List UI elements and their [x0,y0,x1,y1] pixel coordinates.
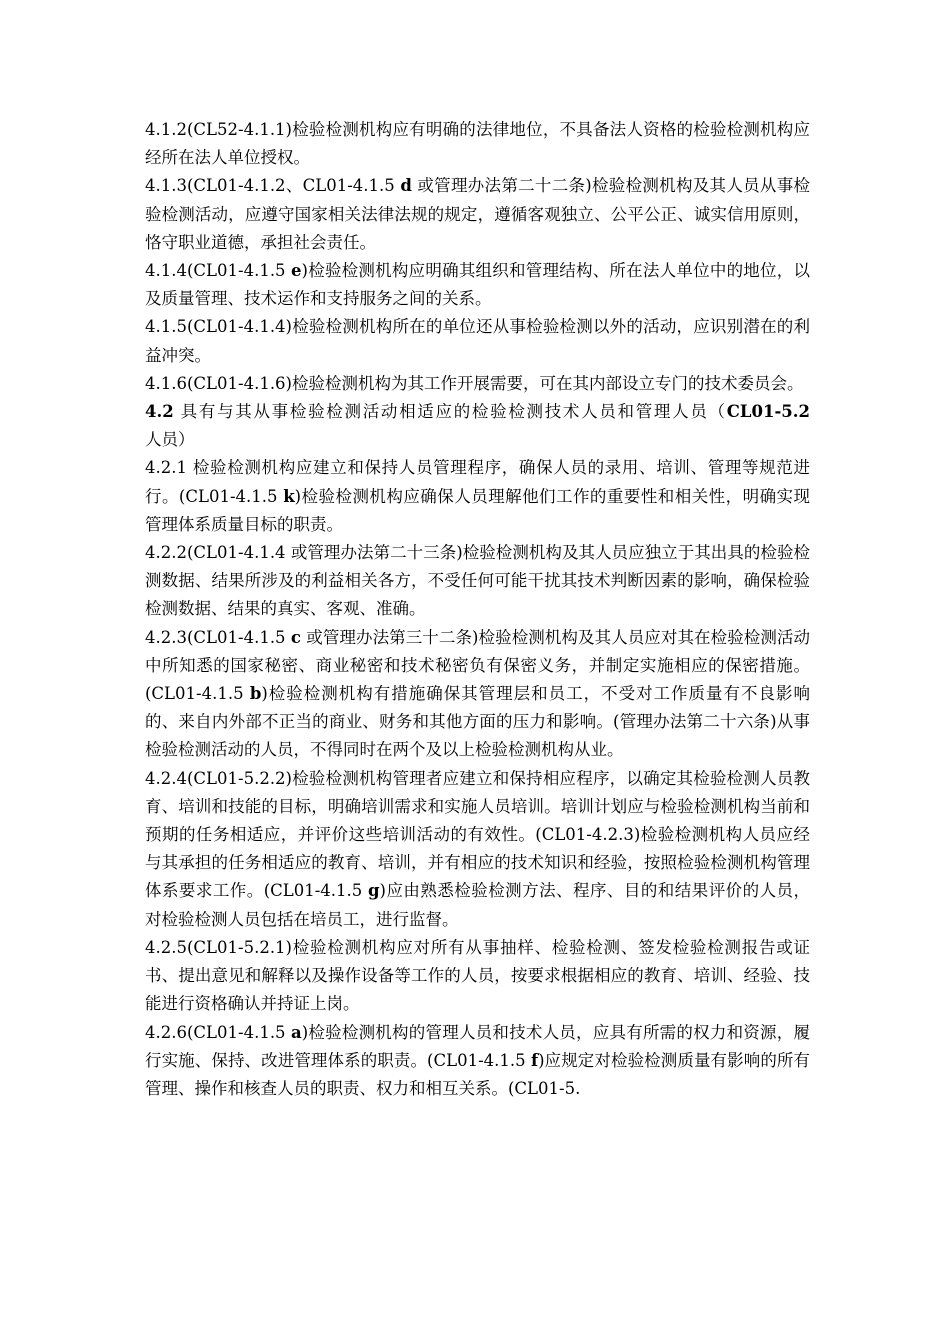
text-run: 4.2.6(CL01-4.1.5 [145,1022,292,1042]
text-run: 4.1.4(CL01-4.1.5 [145,261,292,281]
text-run: 4.1.6(CL01-4.1.6)检验检测机构为其工作开展需要，可在其内部设立专门的技术委员会。 [145,373,804,393]
text-run: )检验检测机构有措施确保其管理层和员工，不受对工作质量有不良影响的、来自内外部不正当的商业、财务和其他方面的压力和影响。(管理办法第二十六条)从事检验检测活动的人员，不得同时在两个及以上检验检测机构从业。 [145,684,810,760]
text-run: )检验检测机构的管理人员和技术人员，应具有所需的权力和资源，履行实施、保持、改进管理体系的职责。(CL01-4.1.5 [145,1022,810,1070]
bold-text-run: g [368,881,380,901]
paragraph [145,454,810,539]
paragraph [145,370,810,398]
text-run: 4.2.3(CL01-4.1.5 [145,627,291,647]
bold-text-run: b [249,684,262,704]
text-run: 4.2.1 检验检测机构应建立和保持人员管理程序，确保人员的录用、培训、管理等规范进行。(CL01-4.1.5 [145,458,810,506]
bold-text-run: a [291,1022,302,1042]
text-run: 4.2.2(CL01-4.1.4 或管理办法第二十三条)检验检测机构及其人员应独立于其出具的检验检测数据、结果所涉及的利益相关各方，不受任何可能干扰其技术判断因素的影响，确保检验检测数据、结果的真实、客观、准确。 [145,543,810,619]
bold-text-run: d [400,176,412,196]
bold-text-run: 4.2 [145,402,174,422]
paragraph [145,934,810,1019]
text-run: 或管理办法第三十二条)检验检测机构及其人员应对其在检验检测活动中所知悉的国家秘密、商业秘密和技术秘密负有保密义务，并制定实施相应的保密措施。(CL01-4.1.5 [145,627,810,704]
text-run: 4.1.2(CL52-4.1.1)检验检测机构应有明确的法律地位，不具备法人资格的检验检测机构应经所在法人单位授权。 [145,120,810,168]
paragraph [145,398,810,454]
text-run: 人员） [145,430,195,450]
bold-text-run: e [291,261,302,281]
document-body [145,116,810,1103]
text-run: 4.2.4(CL01-5.2.2)检验检测机构管理者应建立和保持相应程序，以确定其检验检测人员教育、培训和技能的目标，明确培训需求和实施人员培训。培训计划应与检验检测机构当前和预期的任务相适应，并评价这些培训活动的有效性。(CL01-4.2.3)检验检测机构人员应经与其承担的任务相适应的教育、培训，并有相应的技术知识和经验，按照检验检测机构管理体系要求工作。(CL01-4.1.5 [145,768,810,901]
paragraph [145,624,810,765]
bold-text-run: f [530,1050,539,1070]
bold-text-run: CL01-5.2 [726,402,810,422]
bold-text-run: k [283,486,295,506]
text-run: 具有与其从事检验检测活动相适应的检验检测技术人员和管理人员（ [173,402,727,422]
paragraph [145,539,810,624]
paragraph [145,765,810,934]
paragraph [145,116,810,172]
text-run: )检验检测机构应明确其组织和管理结构、所在法人单位中的地位，以及质量管理、技术运作和支持服务之间的关系。 [145,261,811,309]
text-run: )应规定对检验检测质量有影响的所有管理、操作和核查人员的职责、权力和相互关系。(CL01-5. [145,1050,811,1098]
paragraph [145,1019,810,1104]
text-run: 4.2.5(CL01-5.2.1)检验检测机构应对所有从事抽样、检验检测、签发检验检测报告或证书、提出意见和解释以及操作设备等工作的人员，按要求根据相应的教育、培训、经验、技能进行资格确认并持证上岗。 [145,937,810,1014]
bold-text-run: c [290,627,301,647]
paragraph [145,313,810,369]
paragraph [145,257,810,313]
text-run: 4.1.3(CL01-4.1.2、CL01-4.1.5 [145,176,401,196]
paragraph [145,172,810,257]
text-run: )检验检测机构应确保人员理解他们工作的重要性和相关性，明确实现管理体系质量目标的职责。 [145,486,810,534]
text-run: )应由熟悉检验检测方法、程序、目的和结果评价的人员，对检验检测人员包括在培员工，进行监督。 [145,881,810,929]
text-run: 或管理办法第二十二条)检验检测机构及其人员从事检验检测活动，应遵守国家相关法律法规的规定，遵循客观独立、公平公正、诚实信用原则，恪守职业道德，承担社会责任。 [145,176,810,252]
text-run: 4.1.5(CL01-4.1.4)检验检测机构所在的单位还从事检验检测以外的活动，应识别潜在的利益冲突。 [145,317,810,365]
